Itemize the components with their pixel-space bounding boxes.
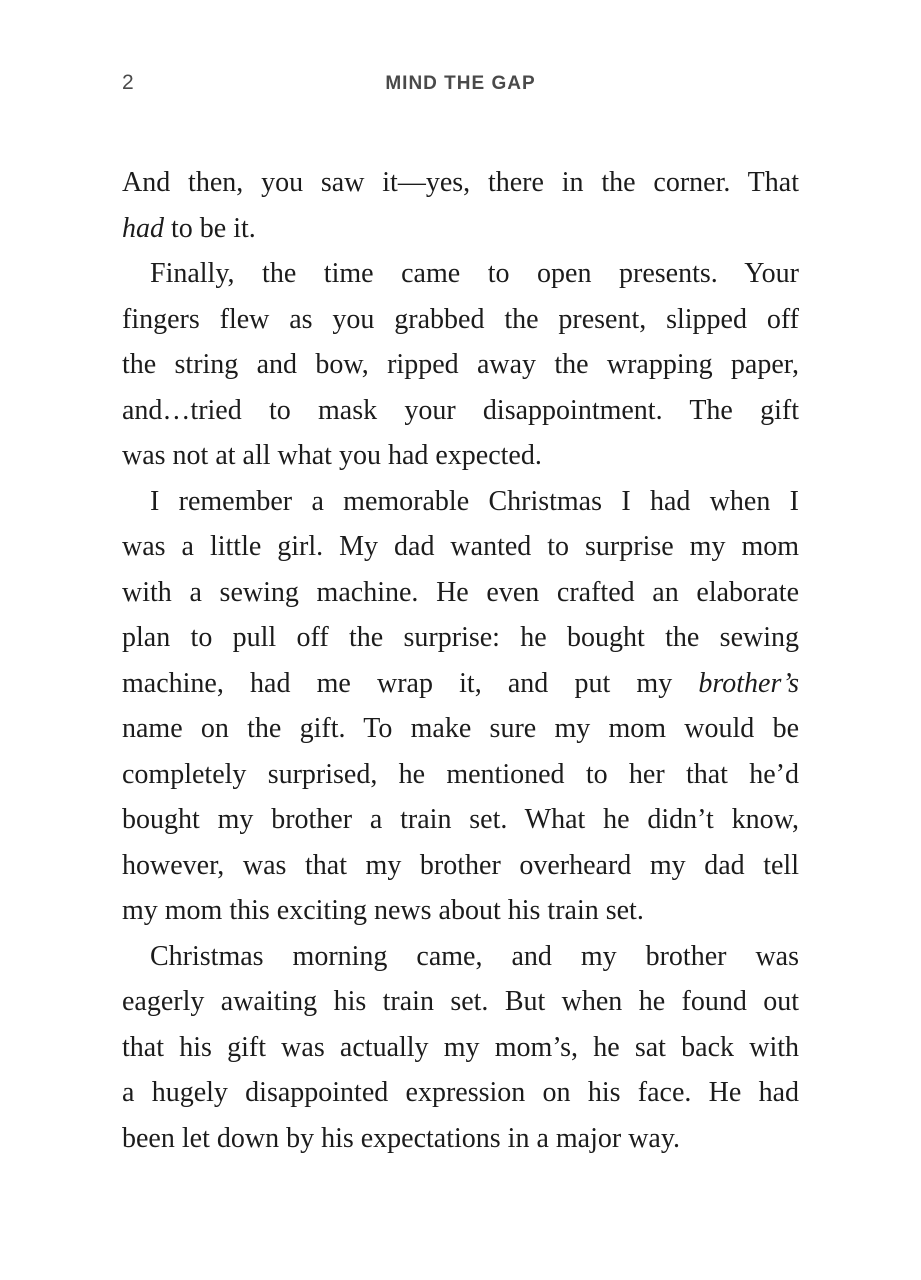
text-line xyxy=(122,570,799,616)
text-line xyxy=(122,251,799,297)
text-segment: that his gift was actually my mom’s, he sat back with xyxy=(122,1031,799,1063)
text-line xyxy=(122,479,799,525)
text-line xyxy=(122,843,799,889)
paragraph xyxy=(122,934,799,1162)
text-line xyxy=(122,1070,799,1116)
text-segment: Finally, the time came to open presents. Your xyxy=(150,258,799,289)
text-segment: And then, you saw it—yes, there in the corner. That xyxy=(122,167,799,198)
text-segment: plan to pull off the surprise: he bought the sewing xyxy=(122,622,799,653)
text-segment: a hugely disappointed expression on his face. He had xyxy=(122,1077,799,1108)
text-segment: been let down by his expectations in a major way. xyxy=(122,1122,681,1154)
text-segment: was not at all what you had expected. xyxy=(122,440,542,471)
text-line xyxy=(122,206,799,252)
body-text xyxy=(122,160,799,1161)
text-line xyxy=(122,1116,799,1162)
text-line xyxy=(122,934,799,980)
text-segment: bought my brother a train set. What he didn’t know, xyxy=(122,804,799,835)
text-line xyxy=(122,433,799,479)
text-segment: I remember a memorable Christmas I had when I xyxy=(150,485,799,517)
text-line xyxy=(122,342,799,388)
text-segment: fingers flew as you grabbed the present, slipped off xyxy=(122,303,799,335)
italic-text: had xyxy=(122,212,164,244)
text-line xyxy=(122,752,799,798)
page-number: 2 xyxy=(122,71,134,94)
text-segment: with a sewing machine. He even crafted an elaborate xyxy=(122,576,799,608)
text-line xyxy=(122,1025,799,1071)
text-line xyxy=(122,706,799,752)
text-segment: and…tried to mask your disappointment. The gift xyxy=(122,394,799,426)
paragraph xyxy=(122,160,799,251)
paragraph xyxy=(122,251,799,479)
text-line xyxy=(122,661,799,707)
text-segment: completely surprised, he mentioned to her that he’d xyxy=(122,758,799,790)
text-line xyxy=(122,615,799,661)
text-segment: however, was that my brother overheard my dad tell xyxy=(122,849,799,881)
text-segment: name on the gift. To make sure my mom would be xyxy=(122,713,799,744)
text-line xyxy=(122,388,799,434)
text-line xyxy=(122,888,799,934)
text-line xyxy=(122,979,799,1025)
text-segment: machine, had me wrap it, and put my xyxy=(122,667,699,699)
paragraph xyxy=(122,479,799,934)
text-segment: my mom this exciting news about his train set. xyxy=(122,895,644,926)
text-segment: the string and bow, ripped away the wrapping paper, xyxy=(122,349,799,380)
text-line xyxy=(122,797,799,843)
running-head: MIND THE GAP xyxy=(385,73,536,94)
italic-text: brother’s xyxy=(698,667,799,699)
text-segment: Christmas morning came, and my brother was xyxy=(150,940,799,972)
text-line xyxy=(122,297,799,343)
text-segment: to be it. xyxy=(164,212,256,244)
text-segment: eagerly awaiting his train set. But when he found out xyxy=(122,986,799,1017)
text-line xyxy=(122,160,799,206)
text-line xyxy=(122,524,799,570)
text-segment: was a little girl. My dad wanted to surprise my mom xyxy=(122,531,799,562)
